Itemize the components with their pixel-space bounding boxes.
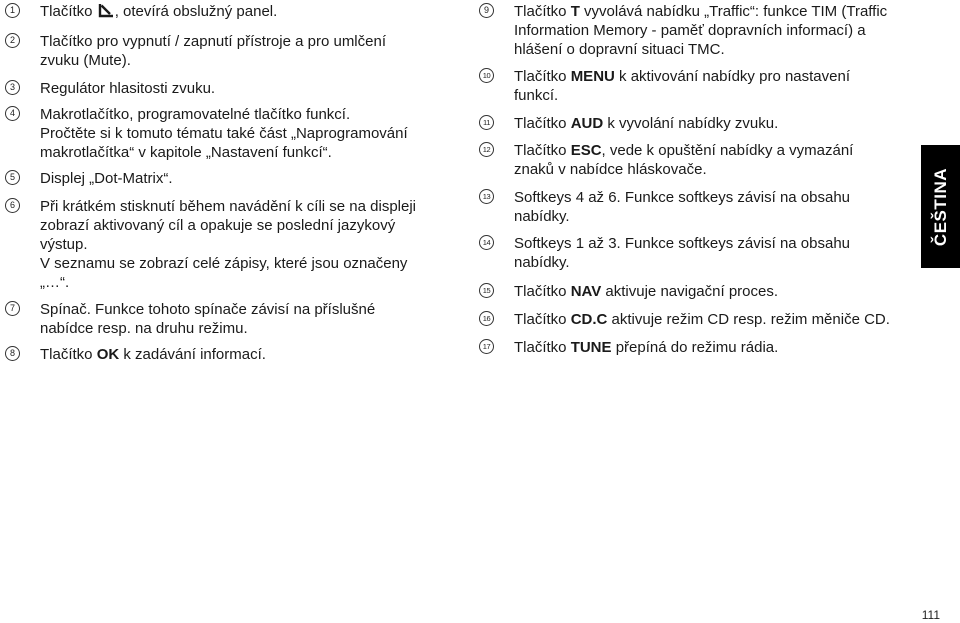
item-number-17: 17 — [479, 339, 494, 354]
item-number-4: 4 — [5, 106, 20, 121]
item-number-3: 3 — [5, 80, 20, 95]
item-text-5: Displej „Dot-Matrix“. — [40, 170, 173, 187]
item-text-8: Tlačítko OK k zadávání informací. — [40, 346, 266, 363]
item-number-2: 2 — [5, 33, 20, 48]
item-number-11: 11 — [479, 115, 494, 130]
item-text-11: Tlačítko AUD k vyvolání nabídky zvuku. — [514, 115, 779, 132]
item-text-15: Tlačítko NAV aktivuje navigační proces. — [514, 283, 779, 300]
item-number-16: 16 — [479, 311, 494, 326]
language-tab — [921, 145, 960, 268]
item-text-1: Tlačítko , otevírá obslužný panel. — [40, 3, 278, 20]
item-text-14: Softkeys 1 až 3. Funkce softkeys závisí na obsahu nabídky. — [514, 235, 851, 271]
slanted-tray-icon — [98, 3, 114, 18]
item-text-10: Tlačítko MENU k aktivování nabídky pro nastavení funkcí. — [514, 68, 850, 104]
item-text-12: Tlačítko ESC, vede k opuštění nabídky a vymazání znaků v nabídce hláskovače. — [514, 142, 854, 178]
item-text-6: Při krátkém stisknutí během navádění k cíli se na displeji zobrazí aktivovaný cíl a opakuje se poslední jazykový výstup. V seznamu se zobrazí celé zápisy, které jsou označeny „…“. — [40, 198, 417, 291]
item-text-16: Tlačítko CD.C aktivuje režim CD resp. režim měniče CD. — [514, 311, 890, 328]
item-text-4: Makrotlačítko, programovatelné tlačítko funkcí. Pročtěte si k tomuto tématu také část „Naprogramování makrotlačítka“ v kapitole „Nastavení funkcí“. — [40, 106, 408, 161]
item-text-17: Tlačítko TUNE přepíná do režimu rádia. — [514, 339, 779, 356]
item-text-7: Spínač. Funkce tohoto spínače závisí na příslušné nabídce resp. na druhu režimu. — [40, 301, 376, 337]
item-number-10: 10 — [479, 68, 494, 83]
item-number-5: 5 — [5, 170, 20, 185]
item-number-12: 12 — [479, 142, 494, 157]
language-tab-label: ČEŠTINA — [930, 167, 950, 246]
item-number-1: 1 — [5, 3, 20, 18]
item-number-7: 7 — [5, 301, 20, 316]
page-number: 111 — [921, 608, 940, 622]
item-number-6: 6 — [5, 198, 20, 213]
item-text-2: Tlačítko pro vypnutí / zapnutí přístroje a pro umlčení zvuku (Mute). — [40, 33, 386, 69]
item-number-8: 8 — [5, 346, 20, 361]
item-text-13: Softkeys 4 až 6. Funkce softkeys závisí na obsahu nabídky. — [514, 189, 851, 225]
item-number-9: 9 — [479, 3, 494, 18]
item-number-15: 15 — [479, 283, 494, 298]
item-text-9: Tlačítko T vyvolává nabídku „Traffic“: funkce TIM (Traffic Information Memory - paměť dopravních informací) a hlášení o dopravní situaci TMC. — [514, 3, 888, 58]
item-number-14: 14 — [479, 235, 494, 250]
item-text-3: Regulátor hlasitosti zvuku. — [40, 80, 216, 97]
item-number-13: 13 — [479, 189, 494, 204]
